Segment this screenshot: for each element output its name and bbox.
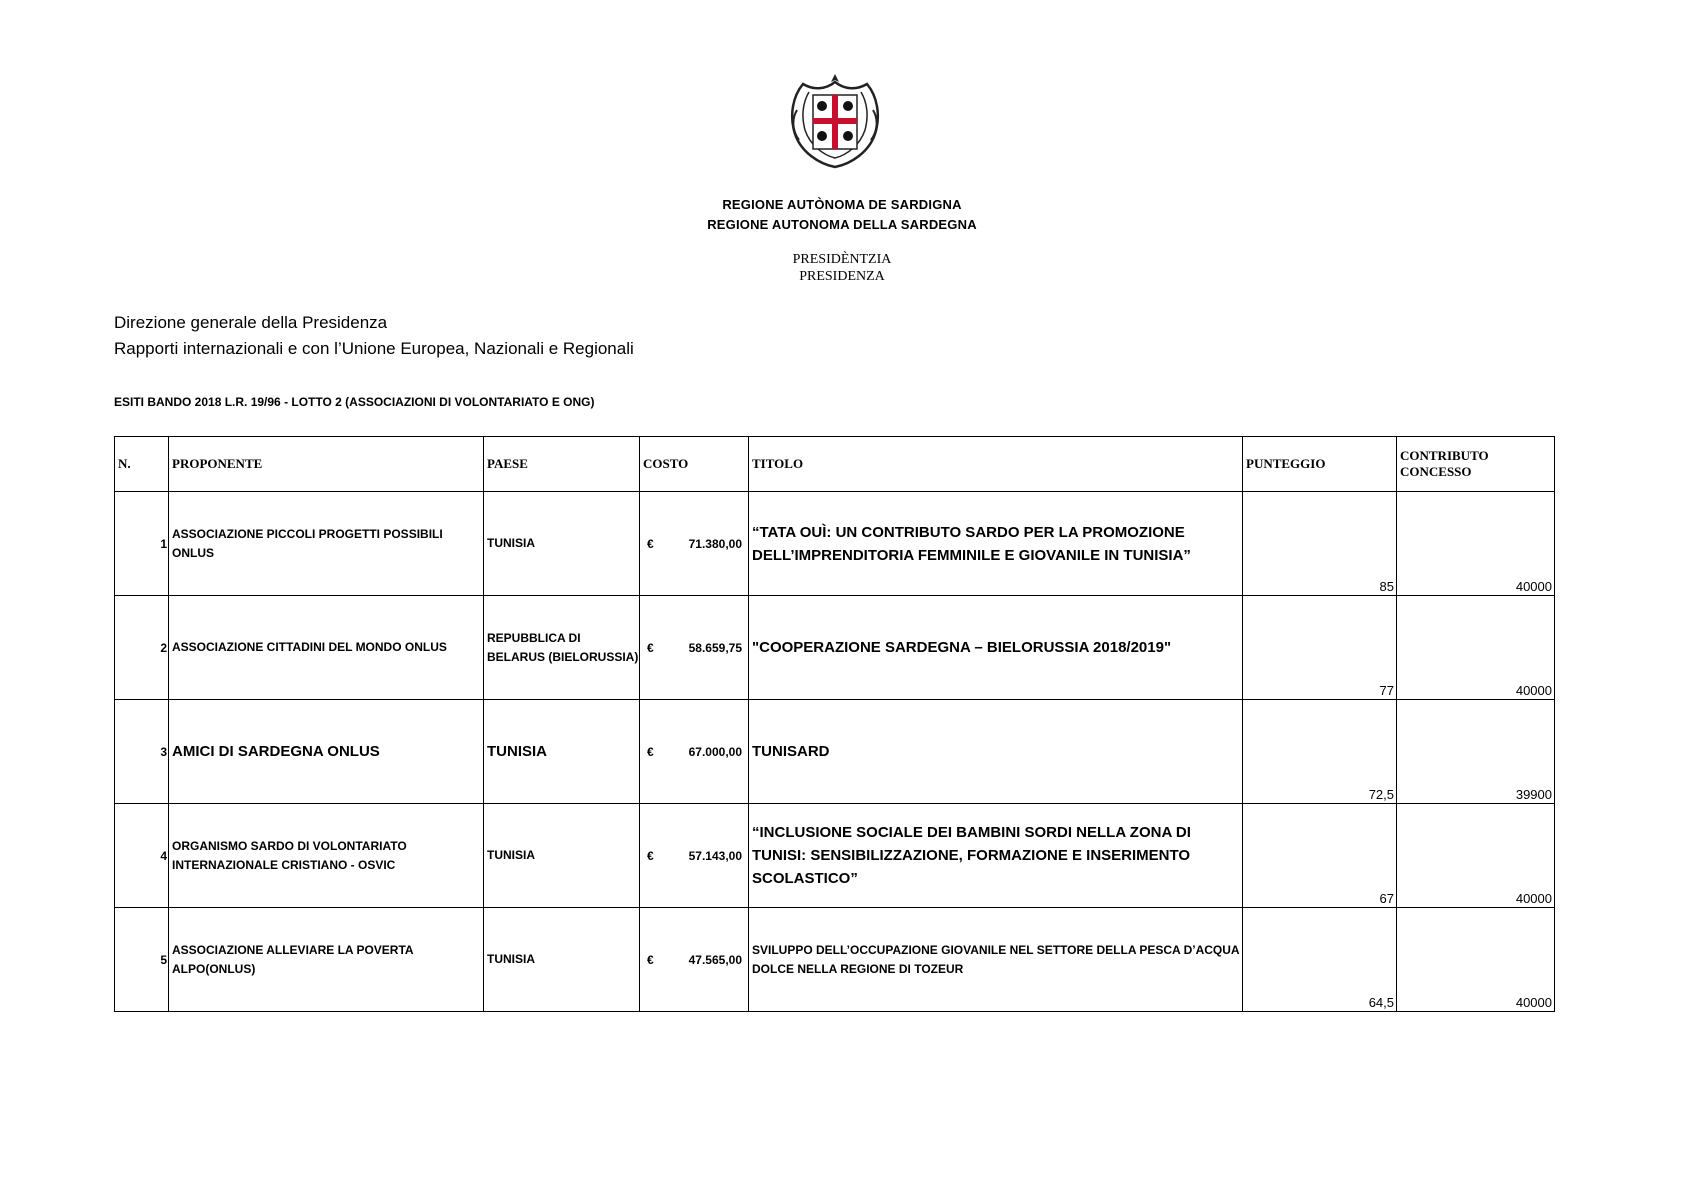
cost-amount: 47.565,00	[688, 952, 742, 967]
row-titolo: TUNISARD	[749, 700, 1243, 804]
row-number: 3	[115, 700, 169, 804]
row-titolo: SVILUPPO DELL’OCCUPAZIONE GIOVANILE NEL SETTORE DELLA PESCA D’ACQUA DOLCE NELLA REGIONE DI TOZEUR	[749, 908, 1243, 1012]
row-paese: TUNISIA	[484, 804, 640, 908]
column-header-punteggio: PUNTEGGIO	[1243, 437, 1397, 492]
document-title: ESITI BANDO 2018 L.R. 19/96 - LOTTO 2 (ASSOCIAZIONI DI VOLONTARIATO E ONG)	[114, 395, 595, 409]
row-paese: TUNISIA	[484, 492, 640, 596]
row-punteggio: 72,5	[1243, 700, 1397, 804]
row-costo	[640, 908, 749, 1012]
euro-symbol: €	[647, 640, 654, 655]
column-header-contributo: CONTRIBUTO CONCESSO	[1397, 437, 1555, 492]
results-table	[114, 436, 1555, 1012]
row-paese: TUNISIA	[484, 908, 640, 1012]
row-contributo: 39900	[1397, 700, 1555, 804]
row-proponente: AMICI DI SARDEGNA ONLUS	[169, 700, 484, 804]
row-contributo: 40000	[1397, 596, 1555, 700]
row-titolo: “INCLUSIONE SOCIALE DEI BAMBINI SORDI NELLA ZONA DI TUNISI: SENSIBILIZZAZIONE, FORMAZIONE E INSERIMENTO SCOLASTICO”	[749, 804, 1243, 908]
row-proponente: ORGANISMO SARDO DI VOLONTARIATO INTERNAZIONALE CRISTIANO - OSVIC	[169, 804, 484, 908]
column-header-paese: PAESE	[484, 437, 640, 492]
column-header-n: N.	[115, 437, 169, 492]
row-paese: REPUBBLICA DI BELARUS (BIELORUSSIA)	[484, 596, 640, 700]
column-header-costo: COSTO	[640, 437, 749, 492]
region-name-sardinian: REGIONE AUTÒNOMA DE SARDIGNA	[722, 197, 962, 212]
row-punteggio: 67	[1243, 804, 1397, 908]
row-proponente: ASSOCIAZIONE ALLEVIARE LA POVERTA ALPO(ONLUS)	[169, 908, 484, 1012]
row-costo	[640, 700, 749, 804]
table-row	[115, 700, 1555, 804]
row-titolo: “TATA OUÌ: UN CONTRIBUTO SARDO PER LA PROMOZIONE DELL’IMPRENDITORIA FEMMINILE E GIOVANILE IN TUNISIA”	[749, 492, 1243, 596]
row-number: 1	[115, 492, 169, 596]
row-proponente: ASSOCIAZIONE PICCOLI PROGETTI POSSIBILI ONLUS	[169, 492, 484, 596]
row-number: 2	[115, 596, 169, 700]
row-costo	[640, 492, 749, 596]
euro-symbol: €	[647, 952, 654, 967]
region-name-italian: REGIONE AUTONOMA DELLA SARDEGNA	[707, 217, 977, 232]
row-contributo: 40000	[1397, 492, 1555, 596]
presidency-sardinian: PRESIDÈNTZIA	[792, 252, 892, 267]
euro-symbol: €	[647, 536, 654, 551]
row-punteggio: 85	[1243, 492, 1397, 596]
cost-amount: 58.659,75	[688, 640, 742, 655]
department-line-2: Rapporti internazionali e con l’Unione Europea, Nazionali e Regionali	[114, 339, 634, 358]
row-punteggio: 64,5	[1243, 908, 1397, 1012]
euro-symbol: €	[647, 848, 654, 863]
row-punteggio: 77	[1243, 596, 1397, 700]
cost-amount: 71.380,00	[688, 536, 742, 551]
row-contributo: 40000	[1397, 908, 1555, 1012]
table-row	[115, 596, 1555, 700]
euro-symbol: €	[647, 744, 654, 759]
column-header-titolo: TITOLO	[749, 437, 1243, 492]
table-header-row	[115, 437, 1555, 492]
table-row	[115, 908, 1555, 1012]
table-row	[115, 492, 1555, 596]
row-proponente: ASSOCIAZIONE CITTADINI DEL MONDO ONLUS	[169, 596, 484, 700]
row-costo	[640, 804, 749, 908]
column-header-proponente: PROPONENTE	[169, 437, 484, 492]
row-contributo: 40000	[1397, 804, 1555, 908]
row-number: 4	[115, 804, 169, 908]
regione-sardegna-coat-of-arms-icon	[785, 70, 885, 170]
row-titolo: "COOPERAZIONE SARDEGNA – BIELORUSSIA 2018/2019"	[749, 596, 1243, 700]
row-number: 5	[115, 908, 169, 1012]
table-row	[115, 804, 1555, 908]
cost-amount: 57.143,00	[688, 848, 742, 863]
cost-amount: 67.000,00	[688, 744, 742, 759]
row-paese: TUNISIA	[484, 700, 640, 804]
row-costo	[640, 596, 749, 700]
department-line-1: Direzione generale della Presidenza	[114, 313, 388, 332]
presidency-italian: PRESIDENZA	[799, 269, 885, 284]
